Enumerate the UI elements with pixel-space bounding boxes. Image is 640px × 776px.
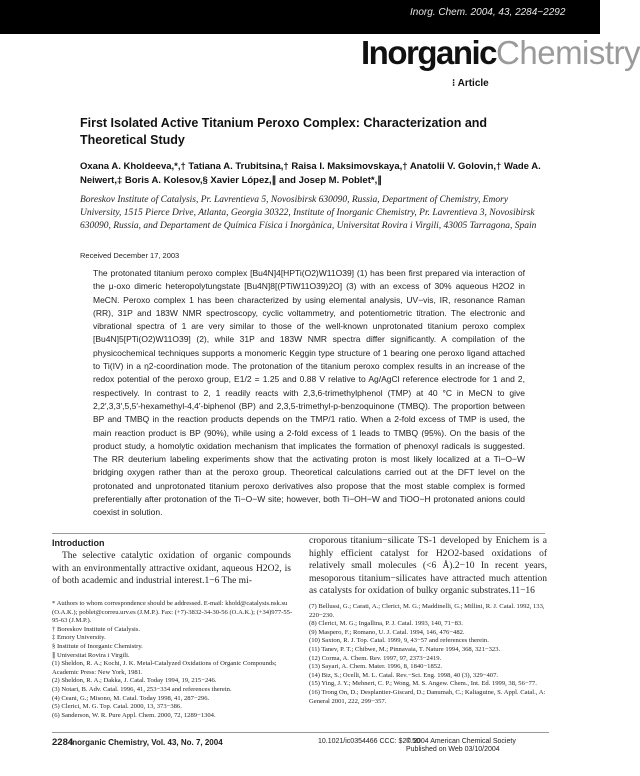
reference-item: (6) Sanderson, W. R. Pure Appl. Chem. 2000, 72, 1289−1304. [52,711,216,719]
footer-journal: Inorganic Chemistry, Vol. 43, No. 7, 2004 [70,738,223,747]
reference-item: (5) Clerici, M. G. Top. Catal. 2000, 13, 373−386. [52,703,182,711]
page-number: 2284 [52,737,74,748]
footer-doi: 10.1021/ic0354466 CCC: $27.50 [318,738,420,745]
reference-item: (7) Bellussi, G.; Carati, A.; Clerici, M. G.; Maddinelli, G.; Millini, R. J. Catal. 1992, 133, 220−230. [309,603,545,619]
reference-item: (2) Sheldon, R. A.; Dakka, J. Catal. Today 1994, 19, 215−246. [52,677,217,685]
received-date: Received December 17, 2003 [80,251,180,260]
reference-item: (16) Trong On, D.; Desplantier-Giscard, D.; Danumah, C.; Kaliaguine, S. Appl. Catal., A: General 2001, 222, 299−357. [309,688,546,705]
reference-item: (11) Tanev, P. T.; Chibwe, M.; Pinnavaia, T. Nature 1994, 368, 321−323. [309,645,501,653]
author-list: Oxana A. Kholdeeva,*,† Tatiana A. Trubitsina,† Raisa I. Maksimovskaya,† Anatolii V. Golovin,† Wade A. Neiwert,‡ Boris A. Kolesov,§ Xavier López,∥ and Josep M. Poblet*,∥ [80,161,541,186]
article-type-label: ⁝ Article [452,78,489,89]
reference-item: (3) Notari, B. Adv. Catal. 1996, 41, 253−334 and references therein. [52,685,232,693]
reference-item: (15) Ying, J. Y.; Mehnert, C. P.; Wong, M. S. Angew. Chem., Int. Ed. 1999, 38, 56−77. [309,680,537,688]
article-type-text: Article [457,78,489,89]
footnote-item: ‡ Emory University. [52,634,106,642]
footnote-item: † Boreskov Institute of Catalysis. [52,625,141,633]
footer-published-date: Published on Web 03/10/2004 [406,746,500,753]
footnote-item: § Institute of Inorganic Chemistry. [52,642,143,650]
journal-logo [361,34,640,74]
paper-title: First Isolated Active Titanium Peroxo Complex: Characterization and Theoretical Study [80,116,488,147]
intro-paragraph-left: The selective catalytic oxidation of organic compounds with an environmentally attractive oxidant, aqueous H2O2, is of both academic and industrial interest.1−6 The mi- [52,551,291,587]
section-divider [52,533,545,534]
footnotes-left [52,600,294,720]
section-heading-introduction: Introduction [52,538,105,548]
abstract-text: The protonated titanium peroxo complex [Bu4N]4[HPTi(O2)W11O39] (1) has been first prepared via interaction of the μ-oxo dimeric heteropolytungstate [Bu4N]8[(PTiW11O39)2O] (3) with an excess of 30% aqueous H2O2 in MeCN. Peroxo complex 1 has been characterized by using elemental analysis, UV−vis, IR, resonance Raman (RR), 31P and 183W NMR spectroscopy, cyclic voltammetry, and potentiometric titration. The electronic and vibrational spectra of 1 are very similar to those of the well-known unprotonated titanium peroxo complex [Bu4N]5[PTi(O2)W11O39] (2), while 31P and 183W NMR spectra differ significantly. A compilation of the physicochemical techniques supports a monomeric Keggin type structure of 1 bearing one peroxo ligand attached to Ti(IV) in a η2-coordination mode. The protonation of the titanium peroxo complex results in an increase of the redox potential of the peroxo group, E1/2 = 1.25 and 0.88 V relative to Ag/AgCl reference electrode for 1 and 2, respectively. In contrast to 2, 1 readily reacts with 2,3,6-trimethylphenol (TMP) at 40 °C in MeCN to give 2,2′,3,3′,5,5′-hexamethyl-4,4′-biphenol (BP) and 2,3,5-trimethyl-p-benzoquinone (TMBQ). The proportion between BP and TMBQ in the reaction products depends on the TMP/1 ratio. When a 2-fold excess of TMP is used, the main reaction product is BP (90%), while using a 2-fold excess of 1 leads to TMBQ (95%). On the basis of the product study, a homolytic oxidation mechanism that implicates the formation of phenoxyl radicals is suggested. The RR deuterium labeling experiments show that the activating proton is most likely localized at a Ti−O−W bridging oxygen rather than at the peroxo group. Theoretical calculations carried out at the DFT level on the protonated and unprotonated titanium peroxo derivatives also propose that the most stable complex is formed preferentially after protonation of the Ti−O−W site; however, both Ti−OH−W and TiOO−H protonated anions could coexist in solution. [93,268,525,518]
reference-item: (8) Clerici, M. G.; Ingallina, P. J. Catal. 1993, 140, 71−83. [309,620,463,628]
footer-copyright: © 2004 American Chemical Society [406,738,516,745]
footnote-item: * Authors to whom correspondence should be addressed. E-mail: khold@catalysis.nsk.su (O.A.K.); poblet@correu.urv.es (J.M.P.). Fax: (+7)-3832-34-30-56 (O.A.K.); (+34)977-55-95-63 (J.M.P.). [52,600,293,625]
masthead-rule [351,28,600,30]
journal-logo-word1: Inorganic [361,34,497,71]
footer-rule [52,732,549,733]
journal-logo-word2: Chemistry [496,34,640,71]
reference-item: (1) Sheldon, R. A.; Kochi, J. K. Metal-Catalyzed Oxidations of Organic Compounds; Academic Press: New York, 1981. [52,660,277,676]
affiliations: Boreskov Institute of Catalysis, Pr. Lavrentieva 5, Novosibirsk 630090, Russia, Department of Chemistry, Emory University, 1515 Pierce Drive, Atlanta, Georgia 30322, Institute of Inorganic Chemistry, Pr. Lavrentieva 3, Novosibirsk 630090, Russia, and Departament de Química Física i Inorgànica, Universitat Rovira i Virgili, 43005 Tarragona, Spain [80,195,537,231]
footnote-item: ∥ Universitat Rovira i Virgili. [52,651,130,659]
reference-item: (4) Ceani, G.; Misono, M. Catal. Today 1998, 41, 287−296. [52,694,210,702]
reference-item: (13) Sayari, A. Chem. Mater. 1996, 8, 1840−1852. [309,663,443,671]
intro-paragraph-right: croporous titanium−silicate TS-1 developed by Enichem is a highly efficient catalyst for H2O2-based oxidations of relatively small molecules (<6 Å).2−10 In recent years, mesoporous titanium−silicates have attracted much attention as catalysts for oxidation of bulky organic substrates.11−16 [309,536,547,597]
journal-citation: Inorg. Chem. 2004, 43, 2284−2292 [410,7,566,18]
references-right [309,603,549,706]
reference-item: (14) Biz, S.; Ocelli, M. L. Catal. Rev.−Sci. Eng. 1998, 40 (3), 329−407. [309,671,499,679]
reference-item: (10) Saxton, R. J. Top. Catal. 1999, 9, 43−57 and references therein. [309,637,489,645]
reference-item: (12) Corma, A. Chem. Rev. 1997, 97, 2373−2419. [309,654,442,662]
reference-item: (9) Maspero, F.; Romano, U. J. Catal. 1994, 146, 476−482. [309,628,465,636]
